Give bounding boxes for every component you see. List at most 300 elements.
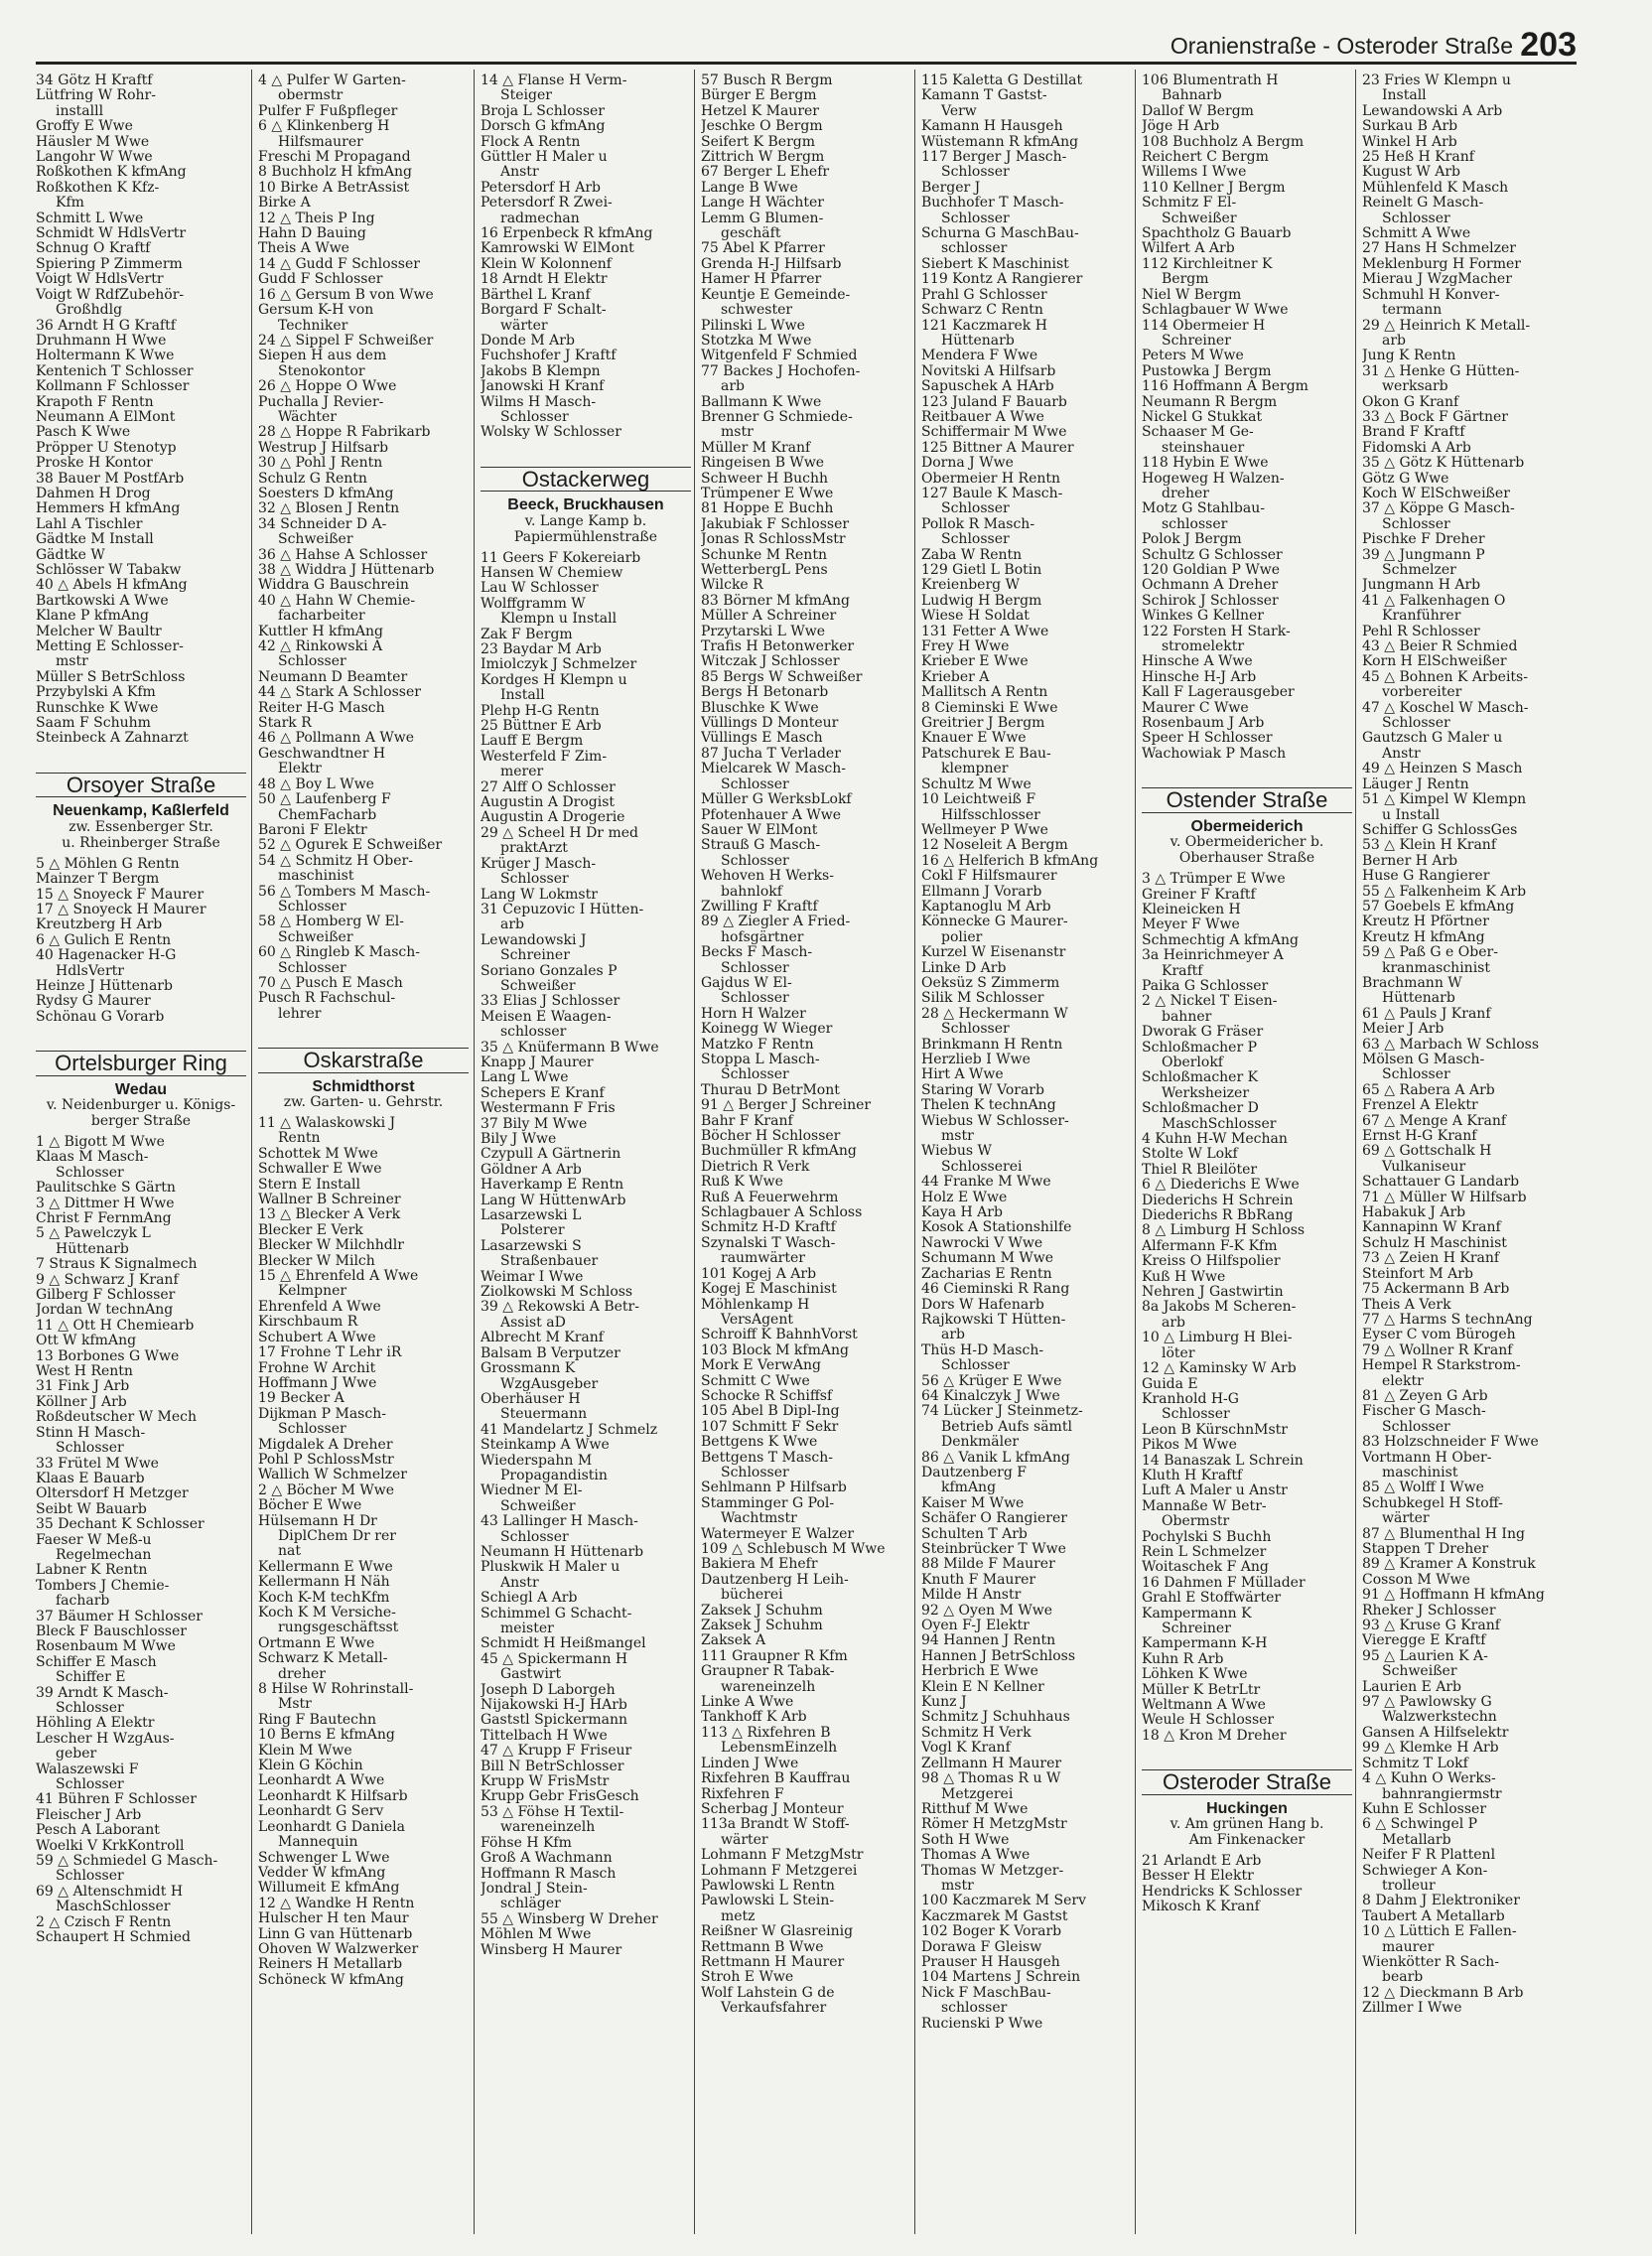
resident-entry: Linke D Arb	[921, 960, 1007, 976]
resident-entry: Schmitz F El-	[1142, 196, 1237, 212]
resident-entry: 118 Hybin E Wwe	[1142, 456, 1269, 472]
street-name: Orsoyer Straße	[36, 773, 246, 797]
resident-entry: 40 △ Abels H kfmAng	[36, 578, 188, 594]
resident-entry: 34 Götz H Kraftf	[36, 73, 153, 88]
street-name: Ortelsburger Ring	[36, 1051, 246, 1075]
resident-entry: 10 Berns E kfmAng	[258, 1728, 395, 1744]
entry-continuation: Schlosser	[500, 1529, 569, 1545]
resident-entry: Pesch A Laborant	[36, 1823, 160, 1839]
entry-continuation: Regelmechan	[56, 1547, 152, 1563]
resident-entry: Häusler M Wwe	[36, 134, 150, 150]
resident-entry: Schloßmacher P	[1142, 1040, 1258, 1056]
resident-entry: Hannen J BetrSchloss	[921, 1648, 1076, 1664]
entry-continuation: Schlosser	[500, 872, 569, 888]
resident-entry: Birke A	[258, 196, 311, 212]
entry-continuation: ChemFacharb	[278, 807, 377, 823]
entry-continuation: Polsterer	[500, 1223, 565, 1239]
resident-entry: Wienkötter R Sach-	[1362, 1954, 1500, 1970]
entry-continuation: raumwärter	[721, 1251, 805, 1267]
resident-entry: Surkau B Arb	[1362, 119, 1458, 135]
resident-entry: Thurau D BetrMont	[701, 1082, 840, 1098]
resident-entry: Besser H Elektr	[1142, 1869, 1254, 1885]
entry-continuation: Schlosser	[941, 1022, 1010, 1038]
resident-entry: Stoppa L Masch-	[701, 1053, 820, 1067]
resident-entry: Zacharias E Rentn	[921, 1266, 1052, 1282]
street-extent: v. Obermeidericher b.	[1170, 834, 1324, 851]
resident-entry: Westerfeld F Zim-	[481, 749, 608, 765]
entry-continuation: mstr	[941, 1129, 974, 1145]
entry-continuation: Techniker	[278, 318, 348, 334]
resident-entry: Leonhardt G Daniela	[258, 1819, 405, 1835]
resident-entry: 16 Dahmen F Müllader	[1142, 1575, 1306, 1591]
resident-entry: Meyer F Wwe	[1142, 917, 1240, 933]
resident-entry: 11 △ Walaskowski J	[258, 1116, 396, 1131]
resident-entry: 55 △ Winsberg W Dreher	[481, 1911, 658, 1927]
resident-entry: Jungmann H Arb	[1362, 578, 1481, 594]
resident-entry: Trafis H Betonwerker	[701, 639, 855, 655]
resident-entry: Pawlowski L Stein-	[701, 1894, 835, 1909]
resident-entry: Kannapinn W Kranf	[1362, 1220, 1501, 1236]
resident-entry: Faeser W Meß-u	[36, 1532, 152, 1548]
street-extent: v. Am grünen Hang b.	[1170, 1816, 1324, 1833]
resident-entry: Stappen T Dreher	[1362, 1542, 1489, 1557]
resident-entry: 27 Alff O Schlosser	[481, 779, 616, 795]
resident-entry: Schiffer E Masch	[36, 1654, 157, 1670]
resident-entry: 113 △ Rixfehren B	[701, 1725, 831, 1741]
resident-entry: Kugust W Arb	[1362, 165, 1461, 181]
resident-entry: 49 △ Heinzen S Masch	[1362, 762, 1523, 777]
resident-entry: Wolf Lahstein G de	[701, 1985, 835, 2001]
entry-continuation: wareneinzelh	[721, 1679, 816, 1695]
resident-entry: Graupner R Tabak-	[701, 1664, 835, 1680]
resident-entry: 16 △ Gersum B von Wwe	[258, 287, 434, 303]
column-divider	[474, 70, 475, 2234]
resident-entry: Plehp H-G Rentn	[481, 703, 600, 719]
resident-entry: 10 Birke A BetrAssist	[258, 180, 410, 196]
street-name: Ostackerweg	[481, 467, 691, 492]
resident-entry: Kaptanoglu M Arb	[921, 899, 1051, 915]
resident-entry: Ehrenfeld A Wwe	[258, 1299, 381, 1315]
resident-entry: Grahl E Stoffwärter	[1142, 1591, 1282, 1607]
resident-entry: Jondral J Stein-	[481, 1881, 588, 1897]
resident-entry: 15 △ Snoyeck F Maurer	[36, 887, 205, 903]
entry-continuation: Anstr	[500, 1575, 539, 1591]
resident-entry: Bettgens T Masch-	[701, 1450, 833, 1466]
entry-continuation: maschinist	[278, 869, 354, 885]
entry-continuation: metz	[721, 1908, 756, 1924]
resident-entry: 65 △ Rabera A Arb	[1362, 1082, 1495, 1098]
resident-entry: Lasarzewski L	[481, 1208, 582, 1224]
resident-entry: Staring W Vorarb	[921, 1082, 1044, 1098]
entry-continuation: meister	[500, 1622, 554, 1636]
resident-entry: WetterbergL Pens	[701, 563, 828, 578]
resident-entry: 112 Kirchleitner K	[1142, 256, 1273, 272]
resident-entry: Tankhoff K Arb	[701, 1710, 807, 1726]
resident-entry: 37 △ Köppe G Masch-	[1362, 501, 1515, 517]
resident-entry: 31 △ Henke G Hütten-	[1362, 363, 1520, 379]
entry-continuation: rungsgeschäftsst	[278, 1621, 399, 1636]
resident-entry: Soesters D kfmAng	[258, 486, 394, 501]
resident-entry: Lang W HüttenwArb	[481, 1193, 626, 1208]
entry-continuation: Install	[500, 688, 545, 704]
resident-entry: 13 Borbones G Wwe	[36, 1348, 180, 1364]
resident-entry: 4 Kuhn H-W Mechan	[1142, 1132, 1288, 1147]
resident-entry: Kleineicken H	[1142, 902, 1241, 917]
entry-continuation: Schlosser	[278, 899, 346, 915]
resident-entry: Koinegg W Wieger	[701, 1022, 833, 1038]
resident-entry: Fuchshofer J Kraftf	[481, 349, 617, 364]
resident-entry: Schultz M Wwe	[921, 776, 1032, 792]
entry-continuation: Steiger	[500, 88, 552, 104]
resident-entry: Müller S BetrSchloss	[36, 669, 186, 685]
resident-entry: Mielcarek W Masch-	[701, 762, 846, 777]
resident-entry: Frenzel A Elektr	[1362, 1098, 1478, 1114]
resident-entry: Ruß A Feuerwehrm	[701, 1190, 839, 1205]
resident-entry: Mierau J WzgMacher	[1362, 272, 1512, 288]
resident-entry: 93 △ Kruse G Kranf	[1362, 1619, 1500, 1634]
entry-continuation: schwester	[721, 303, 793, 319]
resident-entry: Klaas M Masch-	[36, 1150, 149, 1166]
entry-continuation: löter	[1162, 1345, 1195, 1361]
resident-entry: Bartkowski A Wwe	[36, 593, 169, 609]
resident-entry: 27 Hans H Schmelzer	[1362, 241, 1516, 257]
street-section-header	[258, 1048, 469, 1110]
resident-entry: Bahr F Kranf	[701, 1113, 793, 1129]
resident-entry: 75 Ackermann B Arb	[1362, 1282, 1510, 1298]
resident-entry: 67 △ Menge A Kranf	[1362, 1113, 1507, 1129]
resident-entry: 113a Brandt W Stoff-	[701, 1817, 850, 1833]
resident-entry: Dautzenberg H Leih-	[701, 1572, 849, 1588]
resident-entry: Watermeyer E Walzer	[701, 1526, 855, 1542]
entry-continuation: schlosser	[1162, 516, 1228, 532]
resident-entry: Knauer E Wwe	[921, 731, 1027, 747]
resident-entry: Pochylski S Buchh	[1142, 1529, 1272, 1545]
resident-entry: Labner K Rentn	[36, 1563, 148, 1579]
resident-entry: 6 △ Diederichs E Wwe	[1142, 1178, 1300, 1194]
resident-entry: Maurer C Wwe	[1142, 700, 1249, 716]
entry-continuation: Schlosser	[1382, 211, 1450, 226]
resident-entry: Diederichs R BbRang	[1142, 1208, 1294, 1224]
resident-entry: Brenner G Schmiede-	[701, 409, 853, 425]
resident-entry: Oltersdorf H Metzger	[36, 1486, 189, 1502]
page-header	[36, 26, 1577, 65]
directory-column	[701, 73, 911, 2238]
street-extent: v. Neidenburger u. Königs-	[46, 1096, 236, 1113]
resident-entry: 122 Forsten H Stark-	[1142, 624, 1291, 639]
resident-entry: Schiegl A Arb	[481, 1591, 578, 1607]
resident-entry: 57 Busch R Bergm	[701, 73, 833, 88]
resident-entry: Müller K BetrLtr	[1142, 1682, 1261, 1698]
resident-entry: Buchmüller R kfmAng	[701, 1144, 857, 1160]
entry-continuation: nat	[278, 1544, 301, 1560]
resident-entry: 79 △ Wollner R Kranf	[1362, 1342, 1513, 1358]
resident-entry: Römer H MetzgMstr	[921, 1817, 1067, 1833]
resident-entry: Zittrich W Bergm	[701, 150, 825, 166]
resident-entry: Hinsche A Wwe	[1142, 654, 1253, 670]
resident-entry: 131 Fetter A Wwe	[921, 624, 1049, 639]
resident-entry: Schlagbauer W Wwe	[1142, 303, 1289, 319]
resident-entry: Müller M Kranf	[701, 440, 811, 456]
resident-entry: 8 Hilse W Rohrinstall-	[258, 1682, 414, 1698]
resident-entry: Kurzel W Eisenanstr	[921, 945, 1066, 961]
entry-continuation: Schlosser	[941, 1358, 1010, 1374]
resident-entry: 2 △ Böcher M Wwe	[258, 1482, 395, 1498]
resident-entry: Wellmeyer P Wwe	[921, 822, 1048, 838]
entry-continuation: Anstr	[1382, 746, 1421, 762]
resident-entry: Peters M Wwe	[1142, 349, 1244, 364]
resident-entry: Spachtholz G Bauarb	[1142, 226, 1292, 242]
resident-entry: Höhling A Elektr	[36, 1716, 155, 1732]
entry-continuation: Denkmäler	[941, 1435, 1020, 1451]
entry-continuation: Schweißer	[278, 929, 353, 945]
resident-entry: 75 Abel K Pfarrer	[701, 241, 825, 257]
entry-continuation: Schiffer E	[56, 1670, 126, 1686]
resident-entry: 45 △ Spickermann H	[481, 1651, 628, 1667]
entry-continuation: Schlosser	[56, 1701, 124, 1716]
entry-continuation: Schlosser	[941, 211, 1010, 226]
street-section-header	[1142, 1769, 1352, 1848]
resident-entry: 89 △ Kramer A Konstruk	[1362, 1557, 1536, 1573]
resident-entry: Stolte W Lokf	[1142, 1147, 1238, 1163]
resident-entry: 102 Boger K Vorarb	[921, 1924, 1062, 1940]
resident-entry: 103 Block M kfmAng	[701, 1342, 849, 1358]
resident-entry: Diederichs H Schrein	[1142, 1193, 1294, 1208]
resident-entry: Rettmann B Wwe	[701, 1939, 824, 1955]
resident-entry: Wallner B Schreiner	[258, 1193, 401, 1208]
resident-entry: Schlagbauer A Schloss	[701, 1205, 863, 1221]
resident-entry: Szynalski T Wasch-	[701, 1235, 836, 1251]
resident-entry: 63 △ Marbach W Schloss	[1362, 1037, 1540, 1053]
resident-entry: Polok J Bergm	[1142, 532, 1242, 548]
entry-continuation: arb	[941, 1328, 966, 1343]
entry-continuation: Steuermann	[500, 1407, 588, 1423]
resident-entry: Schiffermair M Wwe	[921, 425, 1067, 441]
resident-entry: Hempel R Starkstrom-	[1362, 1358, 1521, 1374]
entry-continuation: installl	[56, 103, 104, 119]
resident-entry: 53 △ Föhse H Textil-	[481, 1804, 624, 1820]
resident-entry: Mendera F Wwe	[921, 349, 1038, 364]
resident-entry: 2 △ Nickel T Eisen-	[1142, 994, 1278, 1010]
resident-entry: Wolsky W Schlosser	[481, 425, 621, 441]
resident-entry: Sehlmann P Hilfsarb	[701, 1480, 847, 1496]
entry-continuation: termann	[1382, 303, 1443, 319]
resident-entry: 87 △ Blumenthal H Ing	[1362, 1526, 1525, 1542]
resident-entry: 47 △ Koschel W Masch-	[1362, 700, 1529, 716]
resident-entry: Gansen A Hilfselektr	[1362, 1725, 1509, 1741]
resident-entry: 95 △ Laurien K A-	[1362, 1648, 1488, 1664]
resident-entry: Thomas A Wwe	[921, 1848, 1031, 1864]
resident-entry: Weimar I Wwe	[481, 1269, 584, 1285]
entry-continuation: Metallarb	[1382, 1832, 1451, 1848]
resident-entry: Stroh E Wwe	[701, 1970, 794, 1986]
resident-entry: 100 Kaczmarek M Serv	[921, 1894, 1086, 1909]
resident-entry: Zaksek J Schuhm	[701, 1619, 823, 1634]
resident-entry: Rixfehren F	[701, 1786, 784, 1802]
resident-entry: Luft A Maler u Anstr	[1142, 1483, 1288, 1499]
resident-entry: 37 Bäumer H Schlosser	[36, 1609, 203, 1624]
resident-entry: Wiese H Soldat	[921, 609, 1030, 625]
resident-entry: Hemmers H kfmAng	[36, 501, 181, 517]
resident-entry: 25 Heß H Kranf	[1362, 150, 1474, 166]
resident-entry: Wiebus W	[921, 1144, 992, 1160]
entry-continuation: Schlosser	[278, 654, 346, 670]
resident-entry: Ludwig H Bergm	[921, 593, 1042, 609]
resident-entry: 41 △ Falkenhagen O	[1362, 593, 1506, 609]
entry-continuation: Schlosser	[721, 991, 789, 1007]
resident-entry: Bakiera M Ehefr	[701, 1557, 818, 1573]
resident-entry: Lohmann F Metzgerei	[701, 1863, 858, 1879]
resident-entry: 129 Gietl L Botin	[921, 563, 1042, 578]
district-name: Huckingen	[1206, 1799, 1288, 1817]
resident-entry: Blecker W Milchhdlr	[258, 1238, 404, 1254]
resident-entry: Jordan W technAng	[36, 1303, 174, 1319]
entry-continuation: trolleur	[1382, 1878, 1436, 1894]
resident-entry: Lang L Wwe	[481, 1070, 569, 1086]
entry-continuation: Assist aD	[500, 1315, 566, 1331]
resident-entry: Silik M Schlosser	[921, 991, 1044, 1007]
resident-entry: Steinfort M Arb	[1362, 1266, 1473, 1282]
resident-entry: Krupp Gebr FrisGesch	[481, 1789, 639, 1805]
resident-entry: Fleischer J Arb	[36, 1807, 142, 1823]
resident-entry: Linden J Wwe	[701, 1756, 799, 1771]
resident-entry: 30 △ Pohl J Rentn	[258, 456, 383, 472]
resident-entry: Lange H Wächter	[701, 196, 824, 212]
resident-entry: Schmitz H-D Kraftf	[701, 1220, 836, 1236]
resident-entry: 6 △ Klinkenberg H	[258, 119, 390, 135]
resident-entry: 12 △ Kaminsky W Arb	[1142, 1361, 1297, 1377]
resident-entry: Strauß G Masch-	[701, 838, 821, 854]
resident-entry: Schloßmacher K	[1142, 1070, 1259, 1086]
resident-entry: Linn G van Hüttenarb	[258, 1926, 413, 1942]
entry-continuation: Wächter	[278, 409, 337, 425]
resident-entry: 69 △ Altenschmidt H	[36, 1884, 184, 1900]
resident-entry: Möhlenkamp H	[701, 1297, 810, 1313]
resident-entry: Pollok R Masch-	[921, 516, 1035, 532]
resident-entry: Niel W Bergm	[1142, 287, 1242, 303]
resident-entry: 2 △ Czisch F Rentn	[36, 1914, 172, 1930]
resident-entry: Reiter H-G Masch	[258, 700, 385, 716]
resident-entry: Schäfer O Rangierer	[921, 1511, 1067, 1527]
resident-entry: Borgard F Schalt-	[481, 303, 607, 319]
resident-entry: Thelen K technAng	[921, 1098, 1056, 1114]
resident-entry: Schmechtig A kfmAng	[1142, 932, 1299, 948]
resident-entry: 18 △ Kron M Dreher	[1142, 1728, 1287, 1744]
resident-entry: Albrecht M Kranf	[481, 1331, 604, 1346]
resident-entry: Stamminger G Pol-	[701, 1495, 835, 1511]
resident-entry: 14 △ Flanse H Verm-	[481, 73, 627, 88]
resident-entry: 23 Fries W Klempn u	[1362, 73, 1511, 88]
resident-entry: Schubkegel H Stoff-	[1362, 1495, 1503, 1511]
entry-continuation: bahnlokf	[721, 884, 782, 900]
resident-entry: 59 △ Paß G e Ober-	[1362, 945, 1498, 961]
resident-entry: 51 △ Kimpel W Klempn	[1362, 792, 1527, 808]
resident-entry: Hoffmann R Masch	[481, 1866, 617, 1882]
resident-entry: Pehl R Schlosser	[1362, 624, 1480, 639]
resident-entry: 69 △ Gottschalk H	[1362, 1144, 1492, 1160]
resident-entry: 12 Noseleit A Bergm	[921, 838, 1068, 854]
resident-entry: Schaaser M Ge-	[1142, 425, 1254, 441]
street-extent: zw. Garten- u. Gehrstr.	[283, 1094, 444, 1110]
resident-entry: 92 △ Oyen M Wwe	[921, 1603, 1053, 1619]
resident-entry: Ortmann E Wwe	[258, 1635, 375, 1651]
directory-column	[36, 73, 246, 2238]
resident-entry: Alfermann F-K Kfm	[1142, 1238, 1278, 1254]
running-title: Oranienstraße - Osteroder Straße	[1170, 33, 1513, 59]
resident-entry: Schmitt L Wwe	[36, 211, 144, 226]
resident-entry: 40 Hagenacker H-G	[36, 948, 177, 964]
resident-entry: Westrup J Hilfsarb	[258, 440, 389, 456]
resident-entry: Läuger J Rentn	[1362, 776, 1469, 792]
resident-entry: Kamrowski W ElMont	[481, 241, 634, 257]
resident-entry: 88 Milde F Maurer	[921, 1557, 1055, 1573]
resident-entry: 120 Goldian P Wwe	[1142, 563, 1281, 578]
resident-entry: Soth H Wwe	[921, 1832, 1010, 1848]
resident-entry: 11 △ Ott H Chemiearb	[36, 1318, 195, 1334]
resident-entry: 44 △ Stark A Schlosser	[258, 685, 421, 701]
resident-entry: 46 Cieminski R Rang	[921, 1282, 1070, 1298]
entry-continuation: WzgAusgeber	[500, 1376, 599, 1392]
entry-continuation: elektr	[1382, 1373, 1424, 1389]
resident-entry: Winkel H Arb	[1362, 134, 1457, 150]
resident-entry: Ott W kfmAng	[36, 1334, 137, 1349]
resident-entry: Jakobs B Klempn	[481, 363, 601, 379]
entry-continuation: Mannequin	[278, 1835, 358, 1851]
entry-continuation: Kelmpner	[278, 1284, 347, 1300]
resident-entry: 34 Schneider D A-	[258, 516, 387, 532]
column-divider	[914, 70, 915, 2234]
resident-entry: Schlösser W Tabakw	[36, 563, 182, 578]
district-name: Schmidthorst	[312, 1077, 415, 1095]
resident-entry: Okon G Kranf	[1362, 394, 1459, 410]
resident-entry: 67 Berger L Ehefr	[701, 165, 830, 181]
resident-entry: 6 △ Gulich E Rentn	[36, 932, 172, 948]
resident-entry: 10 Leichtweiß F	[921, 792, 1036, 808]
resident-entry: Dahmen H Drog	[36, 486, 151, 501]
resident-entry: 41 Mandelartz J Schmelz	[481, 1422, 658, 1438]
resident-entry: Schmidt W HdlsVertr	[36, 226, 187, 242]
resident-entry: Schulz G Rentn	[258, 471, 367, 487]
resident-entry: Leonhardt G Serv	[258, 1804, 384, 1820]
resident-entry: Brand F Kraftf	[1362, 425, 1465, 441]
resident-entry: Oeksüz S Zimmerm	[921, 975, 1060, 991]
resident-entry: 25 Büttner E Arb	[481, 719, 602, 735]
resident-entry: Mork E VerwAng	[701, 1358, 821, 1374]
resident-entry: 12 △ Wandke H Rentn	[258, 1896, 415, 1911]
resident-entry: Willems I Wwe	[1142, 165, 1247, 181]
resident-entry: Schwenger L Wwe	[258, 1850, 390, 1866]
resident-entry: Bluschke K Wwe	[701, 700, 819, 716]
resident-entry: Wallich W Schmelzer	[258, 1468, 407, 1483]
resident-entry: Krüger J Masch-	[481, 856, 597, 872]
resident-entry: Roßkothen K kfmAng	[36, 165, 187, 181]
resident-entry: Zak F Bergm	[481, 627, 573, 642]
resident-entry: 106 Blumentrath H	[1142, 73, 1279, 88]
resident-entry: Wolffgramm W	[481, 596, 586, 612]
resident-entry: Vedder W kfmAng	[258, 1865, 386, 1881]
resident-entry: Wiederspahn M	[481, 1453, 593, 1469]
resident-entry: Donde M Arb	[481, 333, 575, 349]
entry-continuation: stromelektr	[1162, 639, 1245, 655]
resident-entry: Walaszewski F	[36, 1762, 139, 1777]
resident-entry: Schaupert H Schmied	[36, 1930, 191, 1946]
resident-entry: 36 △ Hahse A Schlosser	[258, 547, 428, 563]
resident-entry: 1 △ Bigott M Wwe	[36, 1134, 165, 1150]
directory-column	[1142, 73, 1352, 2238]
resident-entry: 83 Holzschneider F Wwe	[1362, 1435, 1539, 1451]
entry-continuation: Schlosser	[721, 1465, 789, 1480]
resident-entry: 35 △ Knüfermann B Wwe	[481, 1040, 659, 1056]
resident-entry: 77 △ Harms S technAng	[1362, 1312, 1533, 1328]
